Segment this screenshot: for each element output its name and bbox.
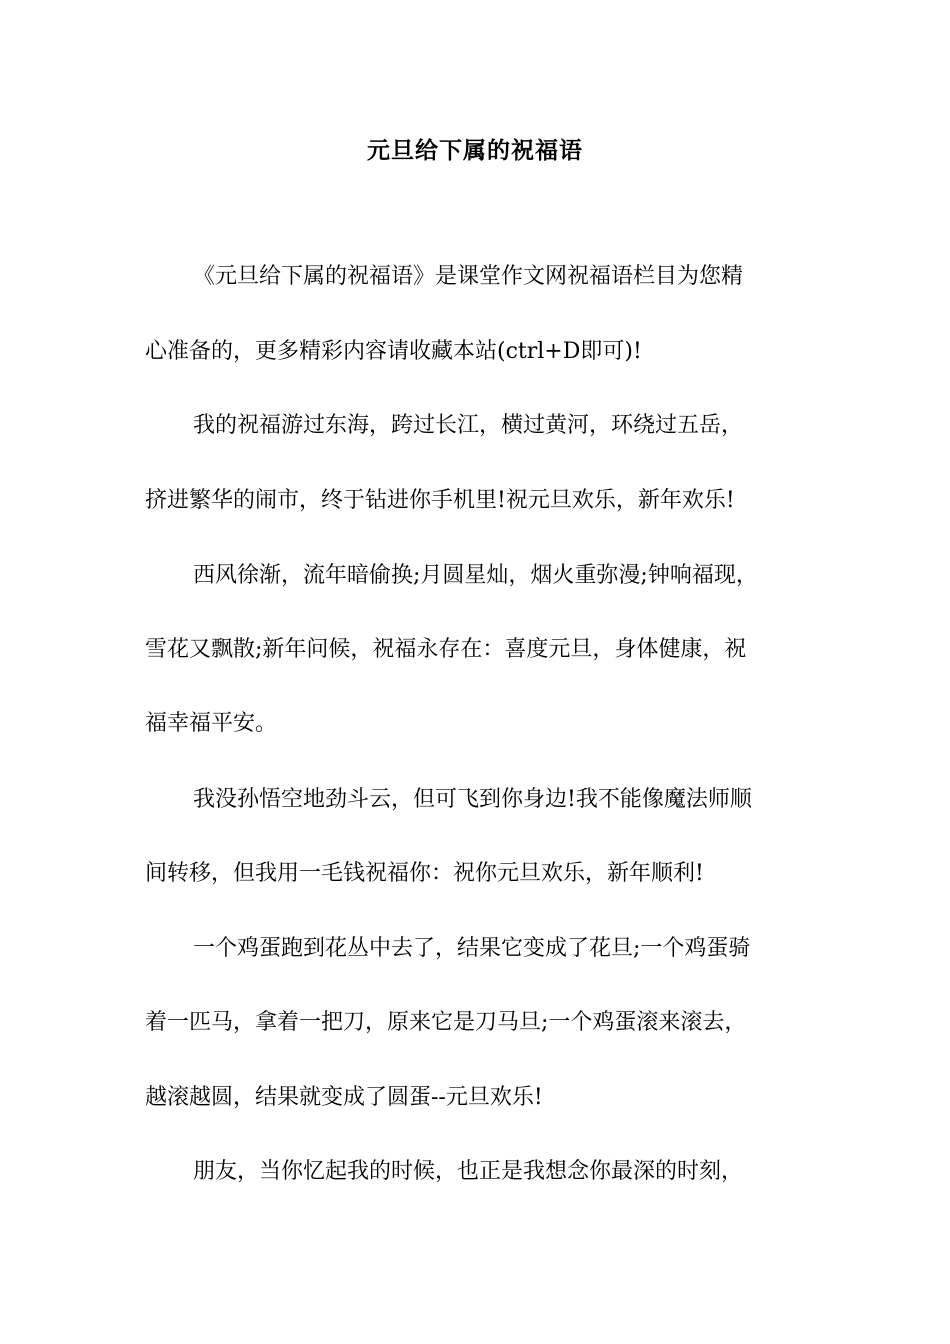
paragraph-1-line-1: 《元旦给下属的祝福语》是课堂作文网祝福语栏目为您精 (193, 264, 744, 289)
paragraph-3-line-2: 雪花又飘散;新年问候，祝福永存在：喜度元旦，身体健康，祝 (145, 637, 747, 662)
paragraph-2-line-2: 挤进繁华的闹市，终于钻进你手机里!祝元旦欢乐，新年欢乐! (145, 488, 735, 513)
paragraph-5-line-1: 一个鸡蛋跑到花丛中去了，结果它变成了花旦;一个鸡蛋骑 (193, 936, 751, 961)
paragraph-2-line-1: 我的祝福游过东海，跨过长江，横过黄河，环绕过五岳， (193, 413, 744, 438)
paragraph-6-line-1: 朋友，当你忆起我的时候，也正是我想念你最深的时刻， (193, 1159, 744, 1184)
paragraph-3-line-1: 西风徐渐，流年暗偷换;月圆星灿，烟火重弥漫;钟响福现， (193, 563, 758, 588)
paragraph-4-line-1: 我没孙悟空地劲斗云，但可飞到你身边!我不能像魔法师顺 (193, 787, 752, 812)
paragraph-5-line-2: 着一匹马，拿着一把刀，原来它是刀马旦;一个鸡蛋滚来滚去， (145, 1010, 747, 1035)
document-title: 元旦给下属的祝福语 (367, 138, 583, 164)
paragraph-3-line-3: 福幸福平安。 (145, 711, 278, 736)
paragraph-1-line-2: 心准备的，更多精彩内容请收藏本站(ctrl+D即可)! (145, 339, 642, 364)
paragraph-4-line-2: 间转移，但我用一毛钱祝福你：祝你元旦欢乐，新年顺利! (145, 861, 704, 886)
paragraph-5-line-3: 越滚越圆，结果就变成了圆蛋--元旦欢乐! (145, 1085, 543, 1110)
